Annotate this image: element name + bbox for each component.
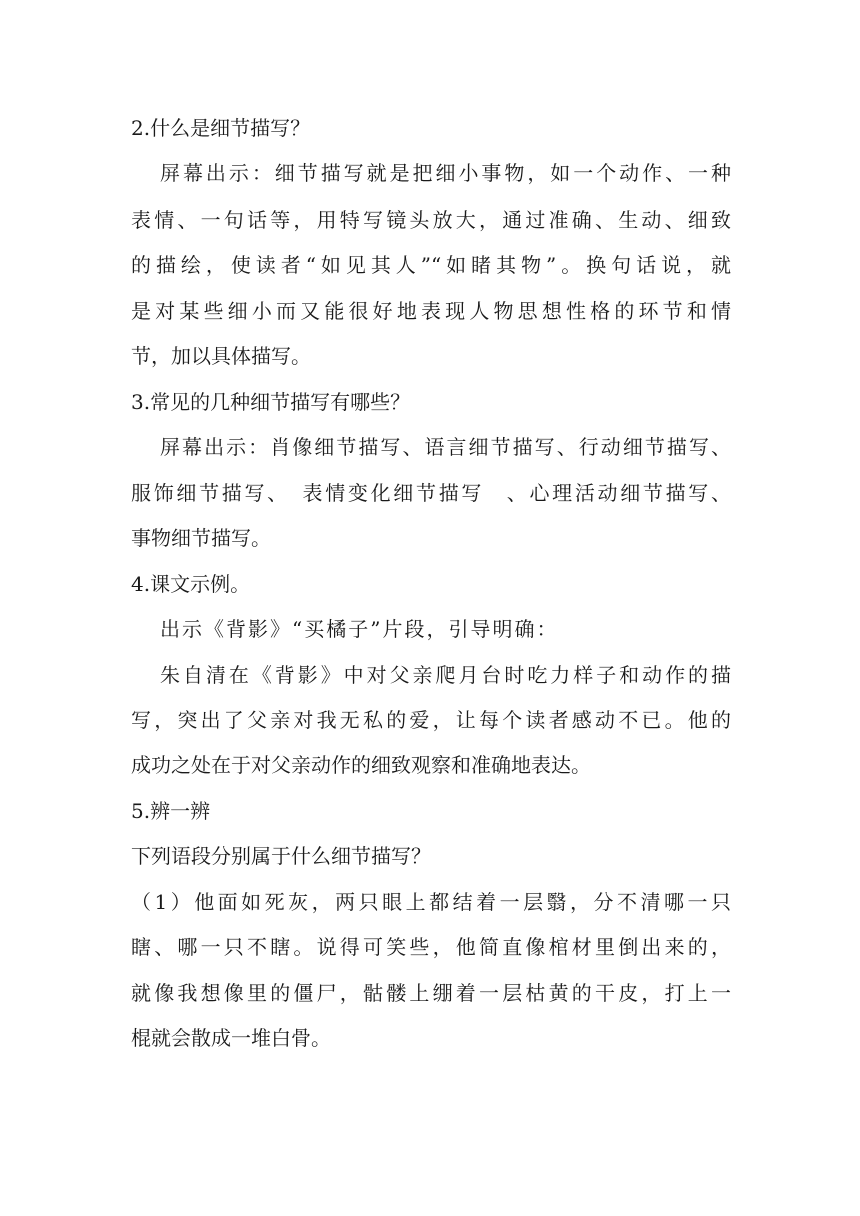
paragraph-line: 棍就会散成一堆白骨。 bbox=[131, 1026, 331, 1050]
paragraph-line: 出示《背影》“买橘子”片段，引导明确： bbox=[160, 617, 559, 641]
paragraph-line: 服饰细节描写、 表情变化细节描写 、心理活动细节描写、 bbox=[131, 481, 731, 505]
heading-2: 2.什么是细节描写？ bbox=[131, 116, 311, 140]
paragraph-line: 是对某些细小而又能很好地表现人物思想性格的环节和情 bbox=[131, 299, 731, 323]
paragraph-line: 表情、一句话等，用特写镜头放大，通过准确、生动、细致 bbox=[131, 208, 731, 232]
paragraph-line: 的描绘，使读者“如见其人”“如睹其物”。换句话说，就 bbox=[131, 253, 731, 277]
heading-5: 5.辨一辨 bbox=[131, 799, 211, 823]
paragraph-line: 瞎、哪一只不瞎。说得可笑些，他简直像棺材里倒出来的， bbox=[131, 935, 731, 959]
paragraph-line: 节，加以具体描写。 bbox=[131, 344, 311, 368]
heading-4: 4.课文示例。 bbox=[131, 572, 251, 596]
paragraph-line: （1）他面如死灰，两只眼上都结着一层翳，分不清哪一只 bbox=[131, 890, 731, 914]
paragraph-line: 就像我想像里的僵尸，骷髅上绷着一层枯黄的干皮，打上一 bbox=[131, 981, 731, 1005]
paragraph-line: 事物细节描写。 bbox=[131, 526, 271, 550]
question-line: 下列语段分别属于什么细节描写？ bbox=[131, 844, 431, 868]
paragraph-line: 屏幕出示：肖像细节描写、语言细节描写、行动细节描写、 bbox=[160, 435, 731, 459]
paragraph-line: 写，突出了父亲对我无私的爱，让每个读者感动不已。他的 bbox=[131, 708, 731, 732]
paragraph-line: 成功之处在于对父亲动作的细致观察和准确地表达。 bbox=[131, 753, 591, 777]
paragraph-line: 屏幕出示：细节描写就是把细小事物，如一个动作、一种 bbox=[160, 161, 731, 185]
heading-3: 3.常见的几种细节描写有哪些？ bbox=[131, 390, 411, 414]
paragraph-line: 朱自清在《背影》中对父亲爬月台时吃力样子和动作的描 bbox=[160, 663, 731, 687]
